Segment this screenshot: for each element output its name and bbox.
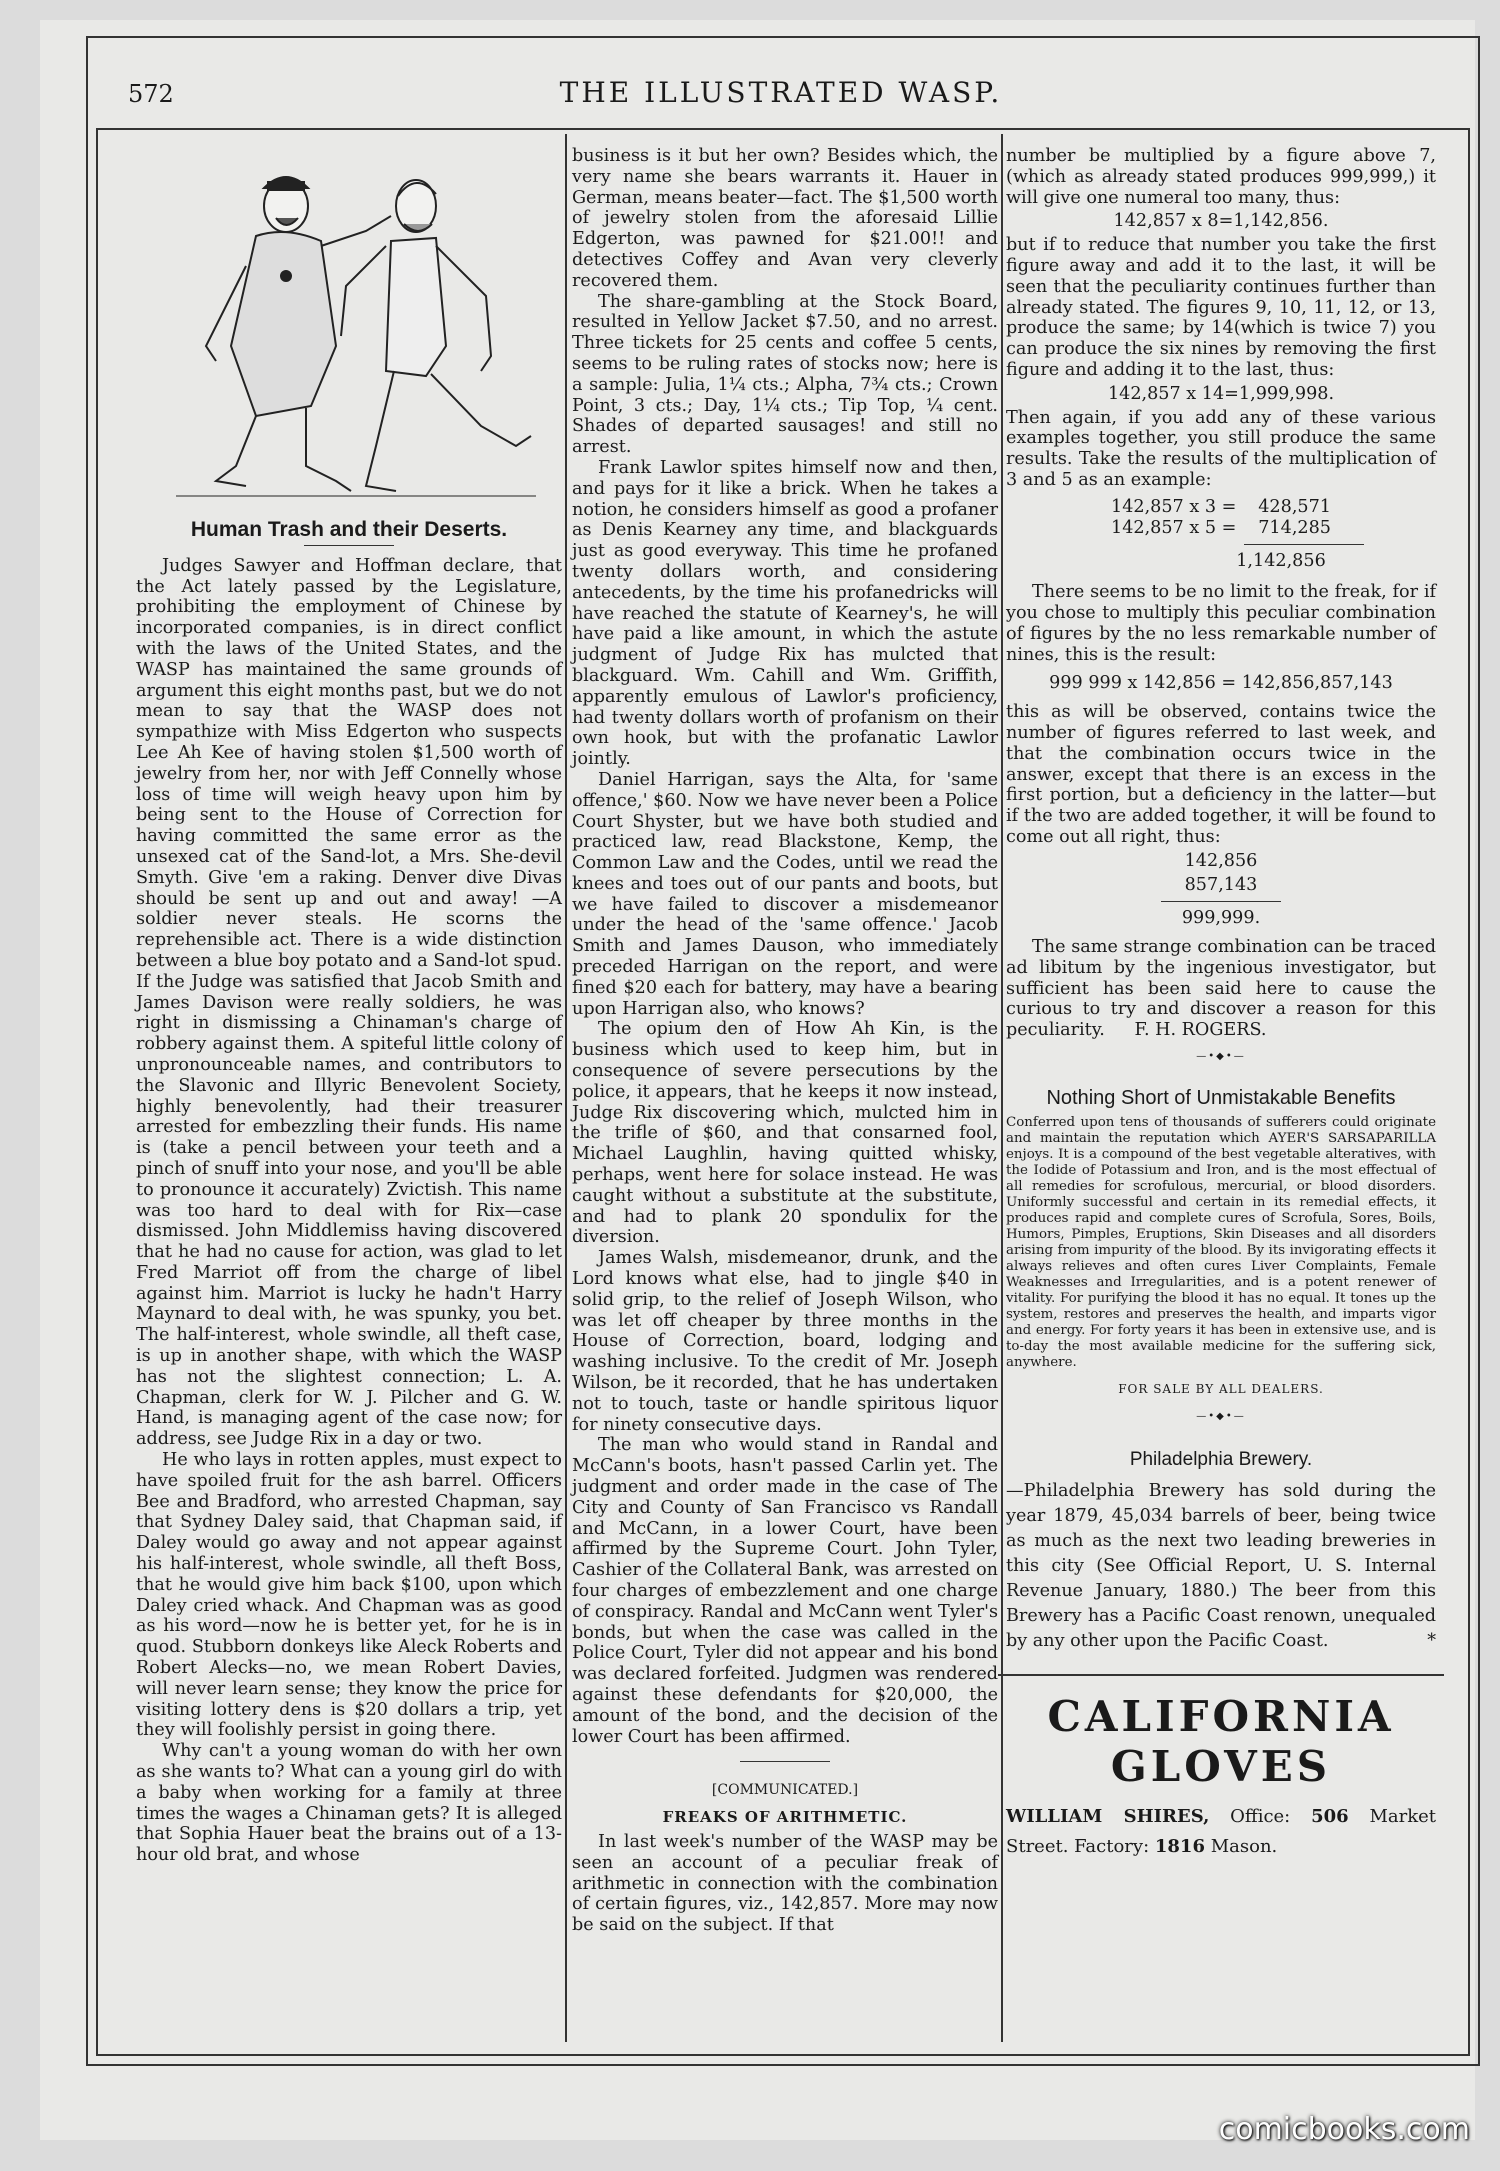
brewery-text [1006,1479,1436,1654]
shires-office-number: 506 [1311,1806,1349,1828]
shires-text: Market Street. Factory: [1006,1806,1437,1858]
article-paragraph [1006,937,1436,1041]
communicated-label: [COMMUNICATED.] [711,1782,859,1799]
column-3 [1006,146,1436,1862]
freaks-title: FREAKS OF ARITHMETIC. [662,1808,908,1827]
equation: 142,857 x 14=1,999,998. [1107,383,1335,404]
section-rule [740,1761,830,1762]
paragraph-text: The same strange combination can be traced ad libitum by the ingenious investigator, but sufficient has been said here to cause the curious to try and discover a reason for this peculiarity. [1006,937,1436,1041]
article-paragraph: this as will be observed, contains twice the number of figures referred to last week, and that the combination occurs twice in the answer, except that there is an excess in the first portion, but a deficiency in the latter—but if the two are added together, it will be found to come out all right, thus: [1006,702,1436,847]
shires-text: Mason. [1204,1836,1278,1858]
gloves-headline-2: GLOVES [1110,1742,1332,1792]
equation-left: 142,857 x 5 = [1111,517,1237,538]
article-paragraph: Frank Lawlor spites himself now and then, and pays for it like a brick. When he takes a notion, he considers himself as good a profaner as Denis Kearney any time, and blackguards just as good everyway. This time he profaned twenty dollars worth, and considering antecedents, by the time his profanedricks will have reached the statute of Kearney's, he will have paid a like amount, in which the astute judgment of Judge Rix has mulcted that blackguard. Wm. Cahill and Wm. Griffith, apparently emulous of Lawlor's proficiency, had twenty dollars worth of profanism on their own hook, but with the profanatic Lawlor jointly. [572,457,998,770]
shires-text: Office: [1209,1806,1312,1828]
article-paragraph: Daniel Harrigan, says the Alta, for 'same offence,' $60. Now we have never been a Police Court Shyster, but we have both studied and practiced law, read Blackstone, Kemp, the Common Law and the Codes, until we read the knees and toes out of our pants and boots, but we have failed to discover a misdemeanor under the head of the 'same offence.' Jacob Smith and James Dauson, who immediately preceded Harrigan on the report, and were fined $20 each for battery, may have a bearing upon Harrigan also, who knows? [572,769,998,1019]
sum-rule [1161,901,1281,902]
equation: 999 999 x 142,856 = 142,856,857,143 [1049,673,1393,694]
article-paragraph: The share-gambling at the Stock Board, resulted in Yellow Jacket $7.50, and no arrest. Three tickets for 25 cents and coffee 5 cents, seems to be ruling rates of stocks now; here is a sample: Julia, 1¼ cts.; Alpha, 7¾ cts.; Crown Point, 3 cts.; Day, 1¼ cts.; Tip Top, ¼ cent. Shades of departed sausages! and still no arrest. [572,291,998,458]
equation-right: 428,571 [1258,496,1331,517]
sum-rule [1244,544,1364,545]
equation: 857,143 [1184,874,1258,895]
brewery-title: Philadelphia Brewery. [1129,1449,1313,1471]
for-sale-line: FOR SALE BY ALL DEALERS. [1118,1381,1324,1396]
column-rule-1 [565,134,567,2042]
article-paragraph: There seems to be no limit to the freak, for if you chose to multiply this peculiar combination of figures by the no less remarkable number of nines, this is the result: [1006,582,1436,665]
article-paragraph: business is it but her own? Besides which, the very name she bears warrants it. Hauer in German, means beater—fact. The $1,500 worth of jewelry stolen from the aforesaid Lillie Edgerton, was pawned for $21.00!! and detectives Coffey and Avan very cleverly recovered them. [572,146,998,291]
article-paragraph: but if to reduce that number you take the first figure away and add it to the last, it will be seen that the peculiarity continues further than already stated. The figures 9, 10, 11, 12, or 13, produce the same; by 14(which is twice 7) you can produce the six nines by removing the first figure and adding it to the last, thus: [1006,235,1436,380]
masthead: THE ILLUSTRATED WASP. [559,76,1003,109]
column-2 [572,146,998,1936]
ornament-divider: —•◆•— [1196,1051,1246,1063]
ayer-ad-title: Nothing Short of Unmistakable Benefits [1046,1086,1396,1109]
shires-factory-number: 1816 [1154,1836,1205,1858]
equation-sum: 999,999. [1181,908,1261,929]
shires-address [1006,1802,1436,1862]
article-headline: Human Trash and their Deserts. [190,518,508,541]
ornament-divider: —•◆•— [1196,1411,1246,1423]
article-paragraph: He who lays in rotten apples, must expect to have spoiled fruit for the ash barrel. Officers Bee and Bradford, who arrested Chapman, say that Sydney Daley said, that Chapman said, if Daley would go away and not appear against his half-interest, whole swindle, all theft Boss, that he would give him back $100, upon which Daley cried whack. And Chapman was as good as his word—now he is better yet, for he is in quod. Stubborn donkeys like Aleck Roberts and Robert Alecks—no, we mean Robert Davies, will never learn sense; they know the price for visiting lottery dens is $20 dollars a trip, yet they will foolishly persist in going there. [136,1450,562,1741]
article-paragraph: The man who would stand in Randal and McCann's boots, hasn't passed Carlin yet. The judgment and order made in the case of The City and County of San Francisco vs Randall and McCann, in a lower Court, have been affirmed by the Supreme Court. John Tyler, Cashier of the Collateral Bank, was arrested on four charges of embezzlement and one charge of conspiracy. Randal and McCann went Tyler's bonds, but when the case was called in the Police Court, Tyler did not appear and his bond was declared forfeited. Judgmen was rendered against these defendants for $20,000, the amount of the bond, and the decision of the lower Court has been affirmed. [572,1435,998,1747]
equation-block [1111,497,1331,539]
article-paragraph: In last week's number of the WASP may be seen an account of a peculiar freak of arithmetic in connection with the combination of certain figures, viz., 142,857. More may now be said on the subject. If that [572,1831,998,1936]
equation-sum: 1,142,856 [1236,551,1326,572]
article-paragraph: Judges Sawyer and Hoffman declare, that the Act lately passed by the Legislature, prohibiting the employment of Chinese by incorporated companies, is in direct conflict with the laws of the United States, and the WASP has maintained the same grounds of argument this eight months past, but we do not mean to say that the WASP does not sympathize with Miss Edgerton who suspects Lee Ah Kee of having stolen $1,500 worth of jewelry from her, nor with Jeff Connelly whose loss of time will weigh heavy upon him by being sent to the House of Correction for having committed the same error as the unsexed cat of the Sand-lot, a Mrs. She-devil Smyth. Give 'em a raking. Denver dive Divas should be sent up and out and away! —A soldier never steals. He scorns the reprehensible act. There is a wide distinction between a blue boy potato and a Sand-lot spud. If the Judge was satisfied that Jacob Smith and James Davison were really soldiers, he was right in dismissing a Chinaman's charge of robbery against them. A spiteful little colony of unpronounceable names, and contributors to the Slavonic and Illyric Benevolent Society, highly benevolently, had their treasurer arrested for embezzling their funds. His name is (take a pencil between your teeth and a pinch of snuff into your nose, and you'll be able to pronounce it accurately) Zvictish. This name was too hard to deal with for Rix—case dismissed. John Middlemiss having discovered that he had no cause for action, was glad to let Fred Marriot off from the charge of libel against him. Marriot is lucky he hadn't Harry Maynard to deal with, he was spunky, you bet. The half-interest, whole swindle, all theft case, is up in another shape, with which the WASP has not the slightest connection; L. A. Chapman, clerk for W. J. Pilcher and G. W. Hand, is managing agent of the case now; for address, see Judge Rix in a day or two. [136,555,562,1450]
article-paragraph: The opium den of How Ah Kin, is the business which used to keep him, but in consequence of severe persecutions by the police, it appears, that he keeps it now instead, Judge Rix discovering which, mulcted him in the trifle of $60, and that consarned fool, Michael Laughlin, having quitted whisky, perhaps, went here for solace instead. He was caught without a substitute at the substitute, and had to plank 20 spondulix for the diversion. [572,1019,998,1248]
article-paragraph: Then again, if you add any of these various examples together, you still produce the same results. Take the results of the multiplication of 3 and 5 as an example: [1006,407,1436,490]
brewery-star: * [1427,1631,1436,1652]
equation-right: 714,285 [1258,517,1331,538]
watermark: comicbooks.com [1218,2112,1470,2147]
equation-left: 142,857 x 3 = [1111,496,1237,517]
shires-name: WILLIAM SHIRES, [1006,1806,1210,1828]
page-header [96,76,1466,116]
article-paragraph: Why can't a young woman do with her own as she wants to? What can a young girl do with a baby when working for a family at three times the wages a Chinaman gets? It is alleged that Sophia Hauer beat the brains out of a 13-hour old brat, and whose [136,1741,562,1866]
column-rule-2 [1001,134,1003,2042]
gloves-headline-1: CALIFORNIA [1047,1692,1395,1742]
article-paragraph: number be multiplied by a figure above 7, (which as already stated produces 999,999,) it will give one numeral too many, thus: [1006,146,1436,208]
article-paragraph: James Walsh, misdemeanor, drunk, and the Lord knows what else, had to jingle $40 in solid grip, to the relief of Joseph Wilson, who was let off cheaper by three months in the House of Correction, board, lodging and washing inclusive. To the credit of Mr. Joseph Wilson, be it recorded, that he has undertaken not to touch, taste or handle spiritous liquor for ninety consecutive days. [572,1248,998,1435]
author-signature: F. H. ROGERS. [1134,1020,1267,1041]
cartoon-illustration [136,146,562,506]
brewery-body: —Philadelphia Brewery has sold during the year 1879, 45,034 barrels of beer, being twice as much as the next two leading breweries in this city (See Official Report, U. S. Internal Revenue January, 1880.) The beer from this Brewery has a Pacific Coast renown, unequaled by any other upon the Pacific Coast. [1006,1481,1436,1652]
column-1 [136,146,562,1866]
ad-separator [998,1674,1444,1676]
page-number: 572 [128,80,174,108]
ayer-ad-text: Conferred upon tens of thousands of sufferers could originate and maintain the reputation which AYER'S SARSAPARILLA enjoys. It is a compound of the best vegetable alteratives, with the Iodide of Potassium and Iron, and is the most effectual of all remedies for scrofulous, mercurial, or blood disorders. Uniformly successful and certain in its remedial effects, it produces rapid and complete cures of Scrofula, Sores, Boils, Humors, Pimples, Eruptions, Skin Diseases and all disorders arising from impurity of the blood. By its invigorating effects it always relieves and often cures Liver Complaints, Female Weaknesses and Irregularities, and is a potent renewer of vitality. For purifying the blood it has no equal. It tones up the system, restores and preserves the health, and imparts vigor and energy. For forty years it has been in extensive use, and is to-day the most available medicine for the suffering sick, anywhere. [1006,1114,1436,1370]
headline-rule [304,545,394,546]
equation: 142,856 [1184,850,1258,871]
equation: 142,857 x 8=1,142,856. [1113,211,1329,232]
